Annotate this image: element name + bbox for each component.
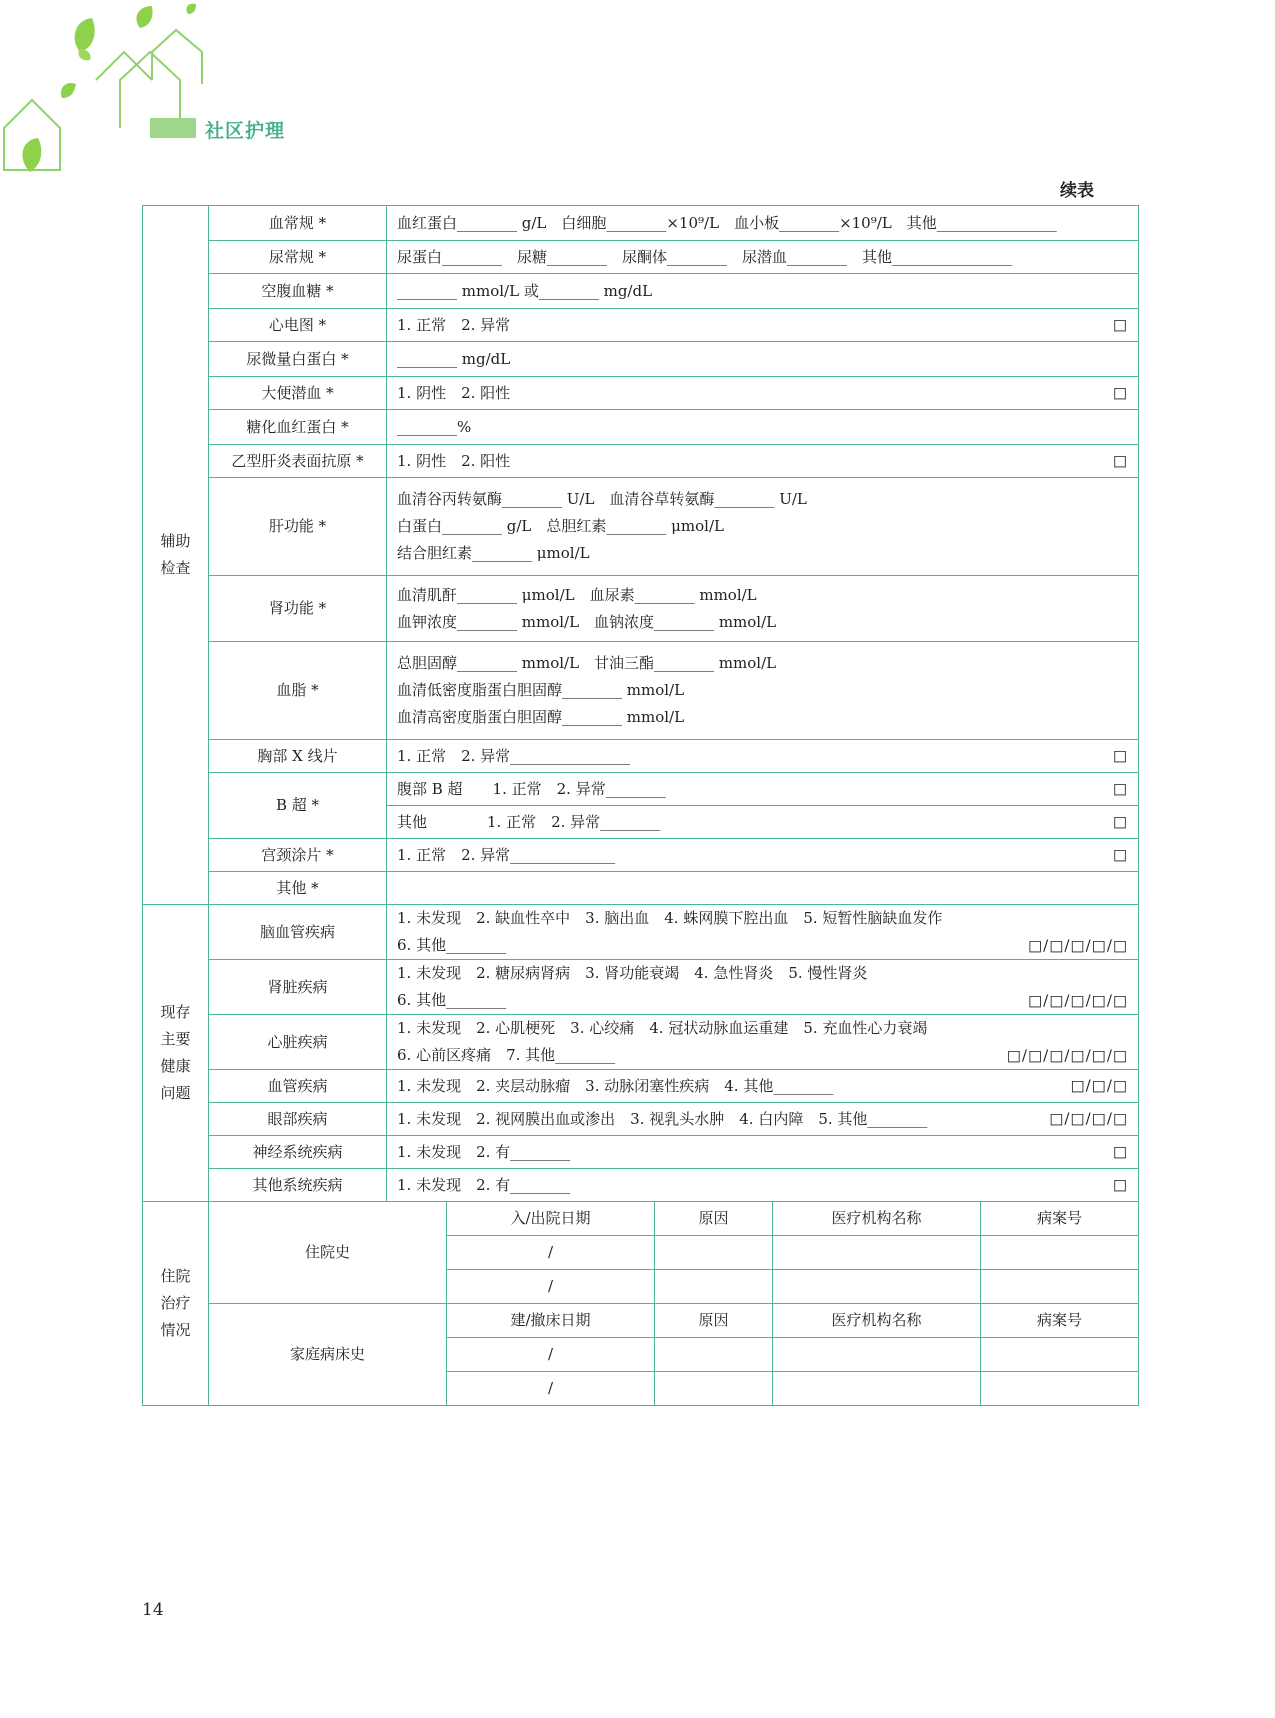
row-label: 血脂 * (209, 642, 387, 740)
table-cell[interactable] (773, 1372, 981, 1406)
health-problems-section (143, 905, 1139, 1202)
checkbox-icon[interactable]: □/□/□/□ (1049, 1109, 1129, 1128)
table-cell[interactable]: / (447, 1338, 655, 1372)
row-line: 1. 正常 2. 异常 □ (397, 312, 1128, 339)
checkbox-icon[interactable]: □/□/□/□/□ (1027, 991, 1129, 1009)
checkbox-icon[interactable]: □ (1112, 812, 1129, 831)
row-content: 1. 未发现 2. 心肌梗死 3. 心绞痛 4. 冠状动脉血运重建 5. 充血性心力衰竭 6. 心前区疼痛 7. 其他________ □/□/□/□/□/□ (387, 1015, 1139, 1070)
table-header: 医疗机构名称 (773, 1304, 981, 1338)
row-content (387, 839, 1139, 872)
table-header: 入/出院日期 (447, 1202, 655, 1236)
row-label: 胸部 X 线片 (209, 740, 387, 773)
row-content (387, 377, 1139, 410)
row-label: 糖化血红蛋白 * (209, 410, 387, 445)
table-header: 原因 (655, 1304, 773, 1338)
hospitalization-category: 住院 治疗 情况 (143, 1202, 209, 1406)
table-row (143, 642, 1139, 740)
row-content: 1. 未发现 2. 有________ □ (387, 1169, 1139, 1202)
row-content (387, 241, 1139, 274)
table-cell[interactable] (773, 1270, 981, 1304)
row-line: ________% (397, 417, 472, 436)
row-content: 1. 未发现 2. 有________ □ (387, 1136, 1139, 1169)
table-row (143, 274, 1139, 309)
row-line: ________ mg/dL (397, 349, 511, 368)
checkbox-icon[interactable]: □ (1112, 746, 1129, 765)
row-line: 尿蛋白________ 尿糖________ 尿酮体________ 尿潜血________ 其他________________ (397, 247, 1013, 266)
house-leaf-logo-icon (0, 0, 300, 175)
row-label: 心电图 * (209, 309, 387, 342)
table-cell[interactable]: / (447, 1372, 655, 1406)
table-cell[interactable]: / (447, 1236, 655, 1270)
row-line: 1. 正常 2. 异常________________ □ (397, 743, 1128, 770)
row-line: 总胆固醇________ mmol/L 甘油三酯________ mmol/L (397, 654, 777, 672)
table-header: 原因 (655, 1202, 773, 1236)
row-content (387, 576, 1139, 642)
row-label: 血常规 * (209, 206, 387, 241)
checkbox-icon[interactable]: □/□/□/□/□ (1027, 936, 1129, 954)
row-content (387, 445, 1139, 478)
table-cell[interactable] (981, 1270, 1139, 1304)
continued-label: 续表 (1060, 181, 1094, 201)
row-content: 血红蛋白________ g/L 白细胞________×10⁹/L 血小板________×10⁹/L 其他________________ (387, 206, 1139, 241)
checkbox-icon[interactable]: □ (1112, 451, 1129, 470)
row-label: 肝功能 * (209, 478, 387, 576)
section-title: 社区护理 (205, 120, 286, 142)
row-content (387, 309, 1139, 342)
checkbox-icon[interactable]: □ (1112, 845, 1129, 864)
aux-exam-category: 辅助 检查 (143, 206, 209, 905)
row-line: 血清肌酐________ μmol/L 血尿素________ mmol/L (397, 585, 757, 604)
row-line: 1. 正常 2. 异常______________ □ (397, 842, 1128, 869)
row-content (387, 872, 1139, 905)
table-cell[interactable] (655, 1338, 773, 1372)
inpatient-history-label: 住院史 (209, 1202, 447, 1304)
row-content (387, 478, 1139, 576)
row-line: 血钾浓度________ mmol/L 血钠浓度________ mmol/L (397, 612, 777, 631)
row-label: 空腹血糖 * (209, 274, 387, 309)
checkbox-icon[interactable]: □/□/□ (1070, 1076, 1129, 1095)
health-problems-category: 现存 主要 健康 问题 (143, 905, 209, 1202)
row-label: 眼部疾病 (209, 1103, 387, 1136)
table-header: 医疗机构名称 (773, 1202, 981, 1236)
table-row (143, 342, 1139, 377)
row-label: 尿常规 * (209, 241, 387, 274)
table-header: 建/撤床日期 (447, 1304, 655, 1338)
table-row (143, 309, 1139, 342)
table-cell[interactable] (655, 1236, 773, 1270)
table-row (143, 377, 1139, 410)
row-label: 肾功能 * (209, 576, 387, 642)
row-content: 腹部 B 超 1. 正常 2. 异常________ □ (387, 773, 1139, 806)
row-line: 血清谷丙转氨酶________ U/L 血清谷草转氨酶________ U/L (397, 490, 807, 508)
row-content: 1. 未发现 2. 糖尿病肾病 3. 肾功能衰竭 4. 急性肾炎 5. 慢性肾炎 6. 其他________ □/□/□/□/□ (387, 960, 1139, 1015)
table-cell[interactable] (773, 1338, 981, 1372)
row-label: 脑血管疾病 (209, 905, 387, 960)
row-line: 白蛋白________ g/L 总胆红素________ μmol/L (397, 517, 724, 535)
row-label: 大便潜血 * (209, 377, 387, 410)
table-cell[interactable] (655, 1372, 773, 1406)
row-content (387, 410, 1139, 445)
row-label: 血管疾病 (209, 1070, 387, 1103)
row-label: 心脏疾病 (209, 1015, 387, 1070)
row-content (387, 274, 1139, 309)
row-line: ________ mmol/L 或________ mg/dL (397, 281, 653, 300)
table-row (143, 478, 1139, 576)
home-bed-history-label: 家庭病床史 (209, 1304, 447, 1406)
table-row (143, 241, 1139, 274)
row-content: 1. 未发现 2. 视网膜出血或渗出 3. 视乳头水肿 4. 白内障 5. 其他________ □/□/□/□ (387, 1103, 1139, 1136)
row-label: 宫颈涂片 * (209, 839, 387, 872)
row-label: 肾脏疾病 (209, 960, 387, 1015)
table-cell[interactable]: / (447, 1270, 655, 1304)
row-line: 血清高密度脂蛋白胆固醇________ mmol/L (397, 708, 685, 726)
row-label: 其他 * (209, 872, 387, 905)
page-number: 14 (142, 1600, 164, 1620)
row-content: 1. 未发现 2. 夹层动脉瘤 3. 动脉闭塞性疾病 4. 其他________ □/□/□ (387, 1070, 1139, 1103)
checkbox-icon[interactable]: □ (1112, 315, 1129, 334)
table-cell[interactable] (773, 1236, 981, 1270)
table-header: 病案号 (981, 1202, 1139, 1236)
checkbox-icon[interactable]: □ (1112, 1175, 1129, 1194)
row-line: 1. 阴性 2. 阳性 □ (397, 448, 1128, 475)
row-content (387, 342, 1139, 377)
checkbox-icon[interactable]: □ (1112, 1142, 1129, 1161)
checkbox-icon[interactable]: □/□/□/□/□/□ (1006, 1046, 1129, 1064)
table-row (143, 576, 1139, 642)
row-label: B 超 * (209, 773, 387, 839)
table-cell[interactable] (981, 1338, 1139, 1372)
checkbox-icon[interactable]: □ (1112, 779, 1129, 798)
table-cell[interactable] (981, 1372, 1139, 1406)
row-label: 乙型肝炎表面抗原 * (209, 445, 387, 478)
table-header: 病案号 (981, 1304, 1139, 1338)
table-cell[interactable] (655, 1270, 773, 1304)
table-row (143, 445, 1139, 478)
table-row (143, 740, 1139, 773)
table-cell[interactable] (981, 1236, 1139, 1270)
row-line: 血清低密度脂蛋白胆固醇________ mmol/L (397, 681, 685, 699)
row-label: 尿微量白蛋白 * (209, 342, 387, 377)
table-row (143, 410, 1139, 445)
row-line: 1. 阴性 2. 阳性 □ (397, 380, 1128, 407)
row-label: 其他系统疾病 (209, 1169, 387, 1202)
aux-exam-section (143, 206, 1139, 905)
row-content: 1. 未发现 2. 缺血性卒中 3. 脑出血 4. 蛛网膜下腔出血 5. 短暂性脑缺血发作 6. 其他________ □/□/□/□/□ (387, 905, 1139, 960)
row-line: 结合胆红素________ μmol/L (397, 544, 590, 562)
checkbox-icon[interactable]: □ (1112, 383, 1129, 402)
row-content: 其他 1. 正常 2. 异常________ □ (387, 806, 1139, 839)
hospitalization-section (143, 1202, 1139, 1406)
row-content (387, 642, 1139, 740)
health-record-form (142, 205, 1139, 1406)
row-content (387, 740, 1139, 773)
row-label: 神经系统疾病 (209, 1136, 387, 1169)
